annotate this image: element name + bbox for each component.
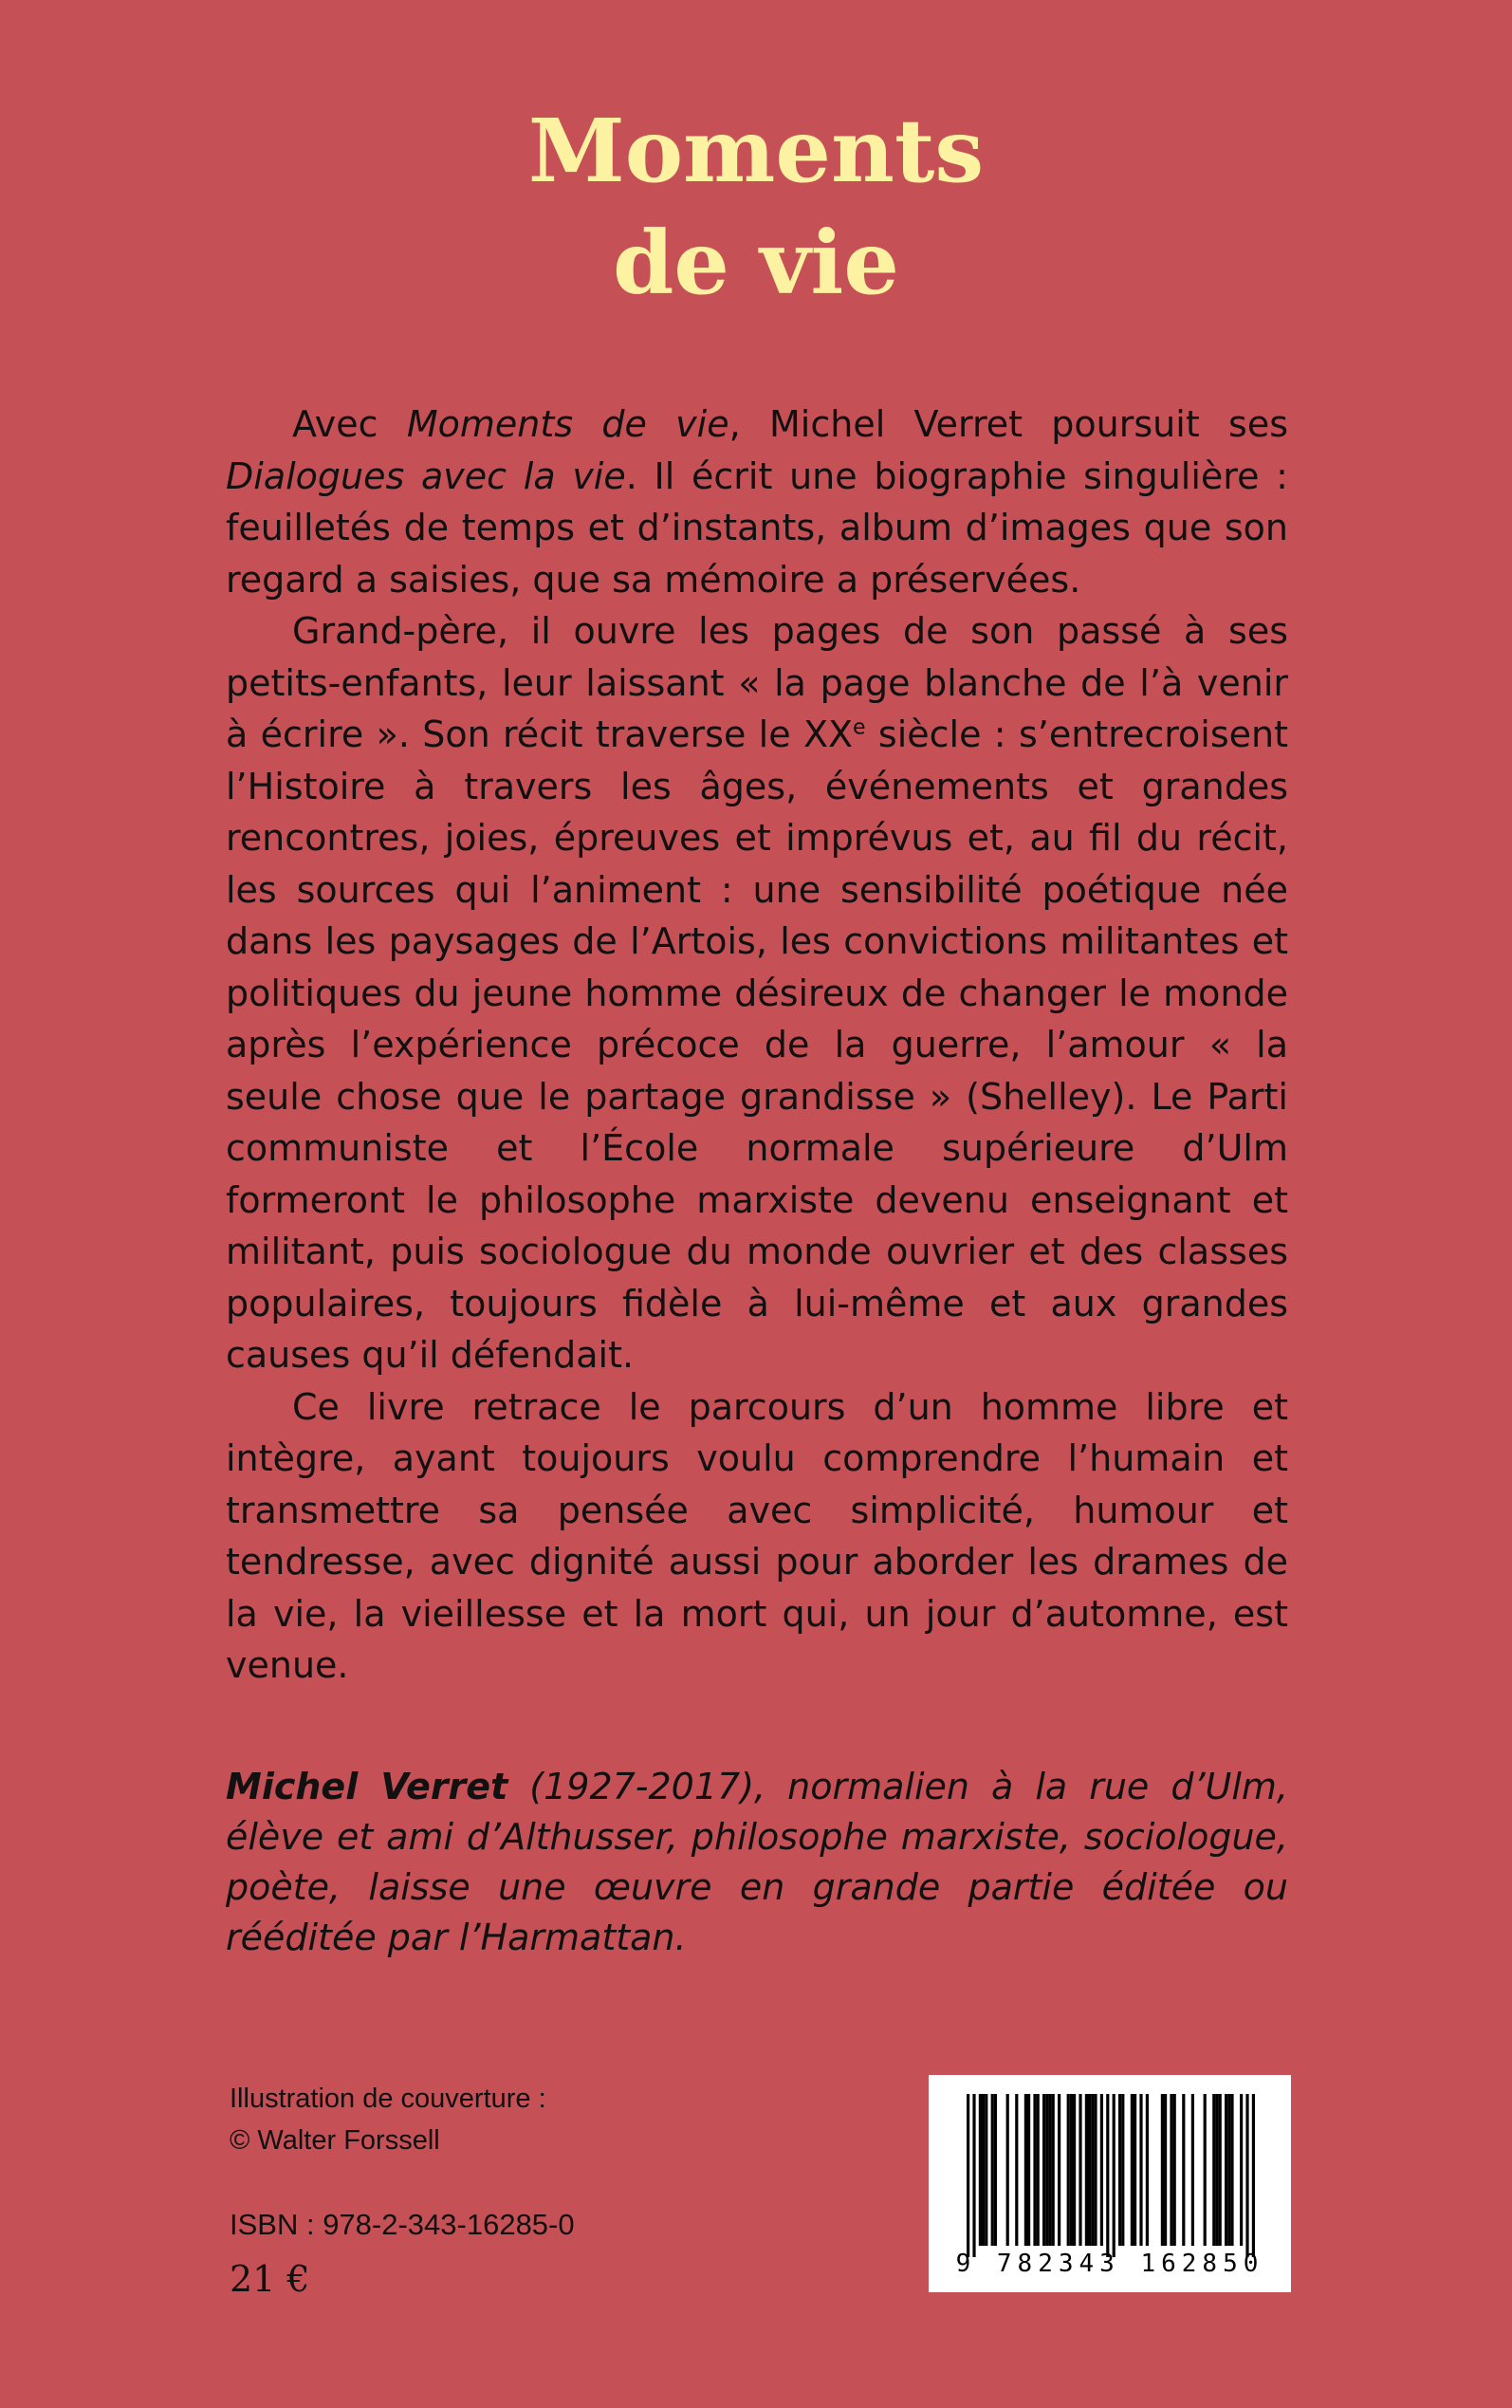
barcode-bar: [1212, 2094, 1215, 2246]
barcode-bar: [1033, 2094, 1036, 2246]
barcode-bar: [1121, 2094, 1124, 2246]
blurb-paragraph-3: Ce livre retrace le parcours d’un homme libre et intègre, ayant toujours voulu comprendre l’humain et transmettre sa pensée avec simplicité, humour et tendresse, avec dignité aussi pour aborder les drames de la vie, la vieillesse et la mort qui, un jour d’automne, est venue.: [226, 1385, 1288, 1686]
barcode-bar: [994, 2094, 997, 2246]
barcode-bar: [1118, 2094, 1121, 2246]
barcode-bar: [1146, 2094, 1149, 2246]
barcode-bar: [1085, 2094, 1088, 2246]
barcode-bar: [1088, 2094, 1091, 2246]
barcode-bar: [1058, 2094, 1060, 2246]
barcode-bar: [991, 2094, 994, 2246]
barcode-bar: [1139, 2094, 1142, 2246]
p2-sup: e: [853, 715, 866, 740]
p1-mid: , Michel Verret poursuit ses: [728, 403, 1289, 445]
barcode-bar: [1252, 2094, 1255, 2257]
barcode-bar: [1070, 2094, 1073, 2246]
barcode-bar: [1215, 2094, 1218, 2246]
p1-rest: . Il écrit une biographie singulière : feuilletés de temps et d’instants, album d’images que son regard a saisies, que sa mémoire a préservées.: [226, 454, 1288, 601]
barcode-bar: [1045, 2094, 1048, 2246]
author-name: Michel Verret: [226, 1766, 508, 1807]
barcode-bar: [1227, 2094, 1230, 2246]
book-title-line-1: Moments: [527, 100, 985, 202]
barcode-bar: [1113, 2094, 1116, 2257]
barcode-bar: [985, 2094, 987, 2246]
back-cover-blurb: [226, 398, 1288, 1692]
barcode-bar: [1024, 2094, 1027, 2246]
isbn: ISBN : 978-2-343-16285-0: [230, 2208, 575, 2241]
barcode-bar: [1164, 2094, 1167, 2246]
barcode-bar: [1182, 2094, 1185, 2246]
barcode-bar: [982, 2094, 985, 2246]
p1-series-title: Dialogues avec la vie: [226, 454, 626, 497]
barcode-bar: [1042, 2094, 1045, 2246]
barcode-bar: [1052, 2094, 1055, 2246]
barcode-bar: [1100, 2094, 1103, 2246]
blurb-paragraph-1: [226, 398, 1288, 605]
book-title: [0, 95, 1512, 319]
credit-line-2: © Walter Forssell: [230, 2125, 440, 2156]
barcode-bar: [1006, 2094, 1009, 2246]
barcode-bar: [1094, 2094, 1097, 2246]
price: 21 €: [230, 2258, 310, 2300]
barcode-bar: [1134, 2094, 1136, 2246]
barcode-bar: [1106, 2094, 1109, 2257]
barcode-bar: [1191, 2094, 1194, 2246]
barcode-bar: [979, 2094, 982, 2246]
barcode-bar: [1073, 2094, 1076, 2246]
barcode-bar: [1027, 2094, 1030, 2246]
barcode-bar: [1079, 2094, 1081, 2246]
barcode-bar: [1131, 2094, 1134, 2246]
barcode-digits: 9 782343 162850: [955, 2250, 1264, 2278]
barcode: [929, 2075, 1291, 2292]
p1-book-title: Moments de vie: [406, 403, 729, 445]
barcode-bar: [1015, 2094, 1018, 2246]
barcode-bar: [1245, 2094, 1248, 2257]
barcode-bar: [1067, 2094, 1070, 2246]
credit-line-1: Illustration de couverture :: [230, 2084, 546, 2114]
p1-intro: Avec: [292, 403, 407, 445]
author-bio-text: (1927-2017), normalien à la rue d’Ulm, élève et ami d’Althusser, philosophe marxiste, sociologue, poète, laisse une œuvre en grande partie éditée ou rééditée par l’Harmattan.: [226, 1766, 1288, 1958]
barcode-bar: [972, 2094, 975, 2257]
blurb-paragraph-2: [226, 605, 1288, 1381]
p2-before: Grand-père, il ouvre les pages de son passé à ses petits-enfants, leur laissant « la page blanche de l’à venir à écrire ». Son récit traverse le XX: [226, 610, 1288, 755]
barcode-bar: [1161, 2094, 1164, 2246]
barcode-bar: [1225, 2094, 1227, 2246]
barcode-bar: [1173, 2094, 1176, 2246]
barcode-bar: [1219, 2094, 1222, 2246]
illustration-credit: [230, 2078, 546, 2161]
author-bio: [226, 1762, 1288, 1963]
barcode-bar: [1170, 2094, 1172, 2246]
barcode-bar: [1091, 2094, 1094, 2246]
barcode-bar: [1037, 2094, 1040, 2246]
p2-after: siècle : s’entrecroisent l’Histoire à travers les âges, événements et grandes rencontres, joies, épreuves et imprévus et, au fil du récit, les sources qui l’animent : une sensibilité poétique née dans les paysages de l’Artois, les convictions militantes et politiques du jeune homme désireux de changer le monde après l’expérience précoce de la guerre, l’amour « la seule chose que le partage grandisse » (Shelley). Le Parti communiste et l’École normale supérieure d’Ulm formeront le philosophe marxiste devenu enseignant et militant, puis sociologue du monde ouvrier et des classes populaires, toujours fidèle à lui-même et aux grandes causes qu’il défendait.: [226, 713, 1288, 1376]
barcode-bar: [1048, 2094, 1051, 2246]
barcode-bar: [967, 2094, 969, 2257]
barcode-bar: [1230, 2094, 1233, 2246]
barcode-bar: [1240, 2094, 1243, 2246]
book-title-line-2: de vie: [613, 212, 899, 314]
barcode-bar: [1204, 2094, 1207, 2246]
